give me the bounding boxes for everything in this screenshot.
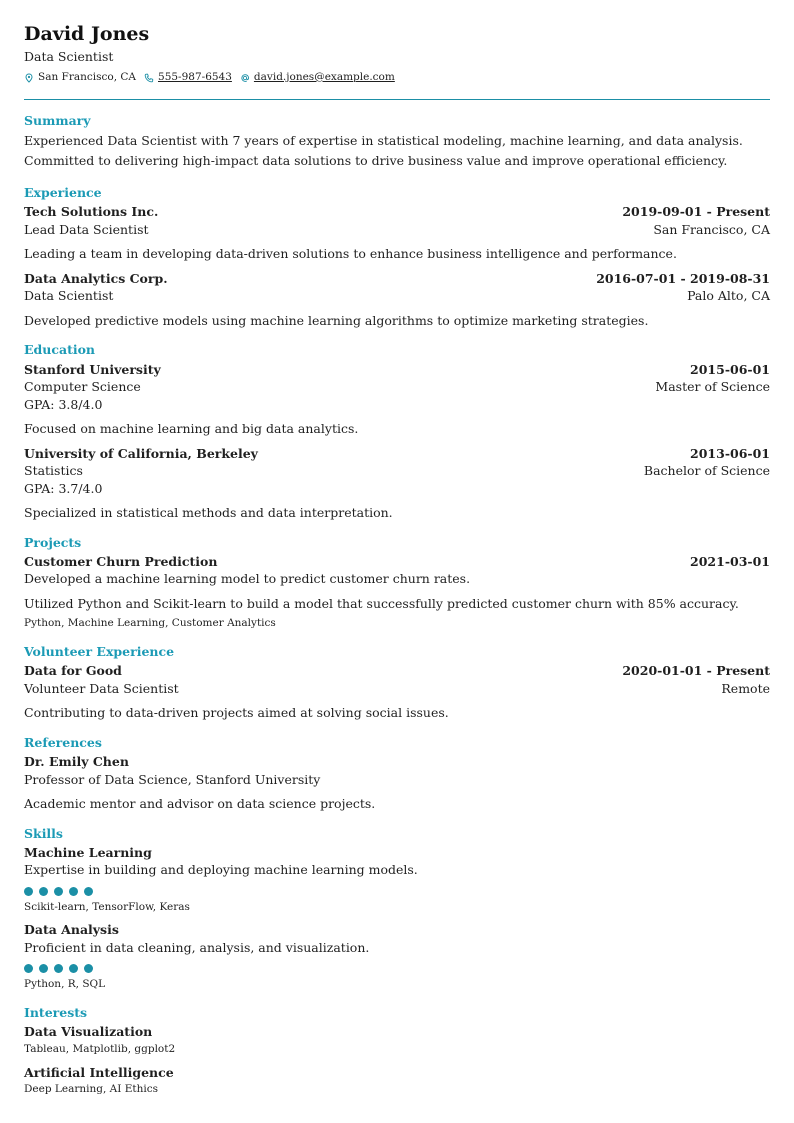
job-title: Data Scientist	[24, 288, 114, 304]
map-pin-icon	[24, 73, 34, 83]
interest-keywords: Deep Learning, AI Ethics	[24, 1083, 158, 1096]
skill-level-dot	[39, 887, 48, 896]
volunteer-location: Remote	[721, 680, 770, 696]
contact-info	[24, 71, 770, 85]
section-title: Education	[24, 342, 96, 358]
education-summary: Specialized in statistical methods and data interpretation.	[24, 505, 393, 521]
skill-keywords: Python, R, SQL	[24, 978, 106, 991]
job-location: San Francisco, CA	[653, 221, 770, 237]
project-name: Customer Churn Prediction	[24, 553, 218, 569]
volunteer-summary: Contributing to data-driven projects aimed at solving social issues.	[24, 705, 449, 721]
reference-name: Dr. Emily Chen	[24, 754, 129, 770]
skill-level-dot	[24, 887, 33, 896]
skill-level-dot	[54, 887, 63, 896]
volunteer-section	[24, 644, 770, 722]
summary-text: Experienced Data Scientist with 7 years of expertise in statistical modeling, machine learning, and data analysis. Committed to delivering high-impact data solutions to drive business value and improve operational efficiency.	[24, 132, 743, 169]
project-summary: Utilized Python and Scikit-learn to build a model that successfully predicted customer churn with 85% accuracy.	[24, 595, 739, 611]
contact-location	[24, 71, 136, 85]
education-entry	[24, 445, 770, 522]
institution-name: Stanford University	[24, 361, 161, 377]
interest-entry	[24, 1023, 770, 1056]
company-name: Data Analytics Corp.	[24, 270, 168, 286]
person-name: David Jones	[24, 23, 150, 45]
reference-summary: Academic mentor and advisor on data science projects.	[24, 796, 376, 812]
interest-name: Data Visualization	[24, 1024, 153, 1040]
skill-level-dot	[39, 964, 48, 973]
skill-level-dot	[84, 964, 93, 973]
date-range: 2016-07-01 - 2019-08-31	[596, 270, 770, 286]
graduation-date: 2015-06-01	[690, 361, 770, 377]
date-range: 2019-09-01 - Present	[622, 204, 770, 220]
education-summary: Focused on machine learning and big data analytics.	[24, 421, 359, 437]
date-range: 2020-01-01 - Present	[622, 663, 770, 679]
skill-description: Expertise in building and deploying machine learning models.	[24, 862, 418, 878]
gpa: GPA: 3.8/4.0	[24, 396, 103, 412]
project-description: Developed a machine learning model to predict customer churn rates.	[24, 571, 471, 587]
reference-description: Professor of Data Science, Stanford University	[24, 771, 321, 787]
location-text: San Francisco, CA	[38, 70, 137, 83]
experience-section	[24, 185, 770, 329]
skill-level-dot	[69, 887, 78, 896]
experience-entry	[24, 203, 770, 263]
volunteer-entry	[24, 662, 770, 722]
volunteer-position: Volunteer Data Scientist	[24, 680, 179, 696]
degree-type: Master of Science	[655, 379, 770, 395]
education-section	[24, 342, 770, 521]
section-title: References	[24, 734, 102, 750]
summary-section	[24, 113, 770, 173]
skill-name: Machine Learning	[24, 844, 152, 860]
section-title: Experience	[24, 185, 102, 201]
section-title: Volunteer Experience	[24, 644, 175, 660]
phone-link[interactable]: 555-987-6543	[158, 70, 232, 83]
interest-keywords: Tableau, Matplotlib, ggplot2	[24, 1042, 176, 1055]
section-title: Projects	[24, 534, 82, 550]
organization-name: Data for Good	[24, 663, 122, 679]
project-date: 2021-03-01	[690, 553, 770, 569]
section-title: Interests	[24, 1005, 88, 1021]
skill-level	[24, 887, 770, 896]
skill-entry	[24, 844, 770, 915]
interests-section	[24, 1005, 770, 1097]
graduation-date: 2013-06-01	[690, 445, 770, 461]
skill-keywords: Scikit-learn, TensorFlow, Keras	[24, 900, 190, 913]
experience-entry	[24, 270, 770, 330]
at-sign-icon	[240, 73, 250, 83]
study-area: Computer Science	[24, 379, 141, 395]
degree-type: Bachelor of Science	[643, 463, 770, 479]
phone-icon	[144, 73, 154, 83]
company-name: Tech Solutions Inc.	[24, 204, 159, 220]
projects-section	[24, 535, 770, 631]
skill-description: Proficient in data cleaning, analysis, and visualization.	[24, 939, 370, 955]
gpa: GPA: 3.7/4.0	[24, 480, 103, 496]
education-entry	[24, 361, 770, 438]
email-link[interactable]: david.jones@example.com	[253, 70, 395, 83]
contact-phone	[144, 71, 232, 85]
section-title: Skills	[24, 825, 63, 841]
section-title: Summary	[24, 112, 91, 128]
skill-level-dot	[24, 964, 33, 973]
job-summary: Leading a team in developing data-driven solutions to enhance business intelligence and performance.	[24, 246, 677, 262]
skill-level-dot	[69, 964, 78, 973]
interest-name: Artificial Intelligence	[24, 1064, 174, 1080]
project-entry	[24, 553, 770, 631]
skill-name: Data Analysis	[24, 922, 119, 938]
skills-section	[24, 826, 770, 993]
study-area: Statistics	[24, 463, 83, 479]
job-location: Palo Alto, CA	[687, 288, 770, 304]
job-summary: Developed predictive models using machine learning algorithms to optimize marketing strategies.	[24, 312, 649, 328]
skill-level-dot	[54, 964, 63, 973]
institution-name: University of California, Berkeley	[24, 445, 258, 461]
resume-header	[24, 22, 770, 100]
job-title: Lead Data Scientist	[24, 221, 149, 237]
interest-entry	[24, 1064, 770, 1097]
contact-email	[240, 71, 395, 85]
person-headline: Data Scientist	[24, 48, 114, 64]
skill-level	[24, 964, 770, 973]
skill-level-dot	[84, 887, 93, 896]
reference-entry	[24, 753, 770, 813]
project-keywords: Python, Machine Learning, Customer Analytics	[24, 617, 276, 630]
skill-entry	[24, 921, 770, 992]
references-section	[24, 735, 770, 813]
header-divider	[24, 99, 770, 100]
